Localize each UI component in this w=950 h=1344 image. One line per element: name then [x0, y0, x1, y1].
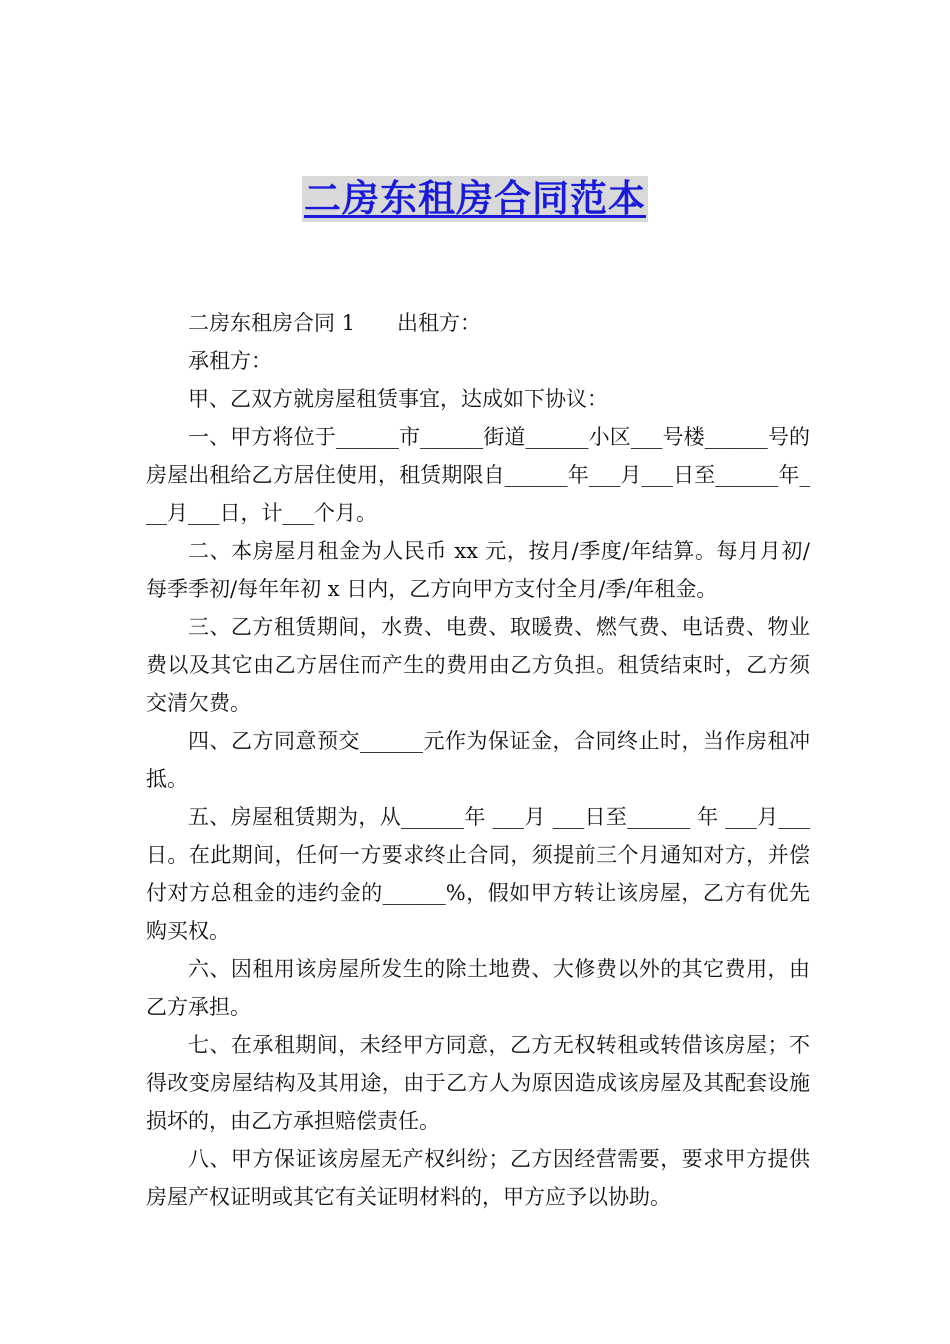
- paragraph-clause-2: 二、本房屋月租金为人民币 xx 元，按月/季度/年结算。每月月初/每季季初/每年年初 x 日内，乙方向甲方支付全月/季/年租金。: [146, 539, 810, 601]
- lessor-label: 出租方：: [397, 311, 482, 335]
- contract-label: 二房东租房合同 1: [188, 311, 356, 335]
- paragraph-clause-3: 三、乙方租赁期间，水费、电费、取暖费、燃气费、电话费、物业费以及其它由乙方居住而产生的费用由乙方负担。租赁结束时，乙方须交清欠费。: [146, 615, 810, 715]
- paragraph-clause-5: 五、房屋租赁期为，从______年 ___月 ___日至______ 年 ___月___日。在此期间，任何一方要求终止合同，须提前三个月通知对方，并偿付对方总租金的违约金的______%，假如甲方转让该房屋，乙方有优先购买权。: [146, 805, 810, 943]
- paragraph-agreement-intro: 甲、乙双方就房屋租赁事宜，达成如下协议：: [188, 387, 608, 411]
- paragraph-clause-8: 八、甲方保证该房屋无产权纠纷；乙方因经营需要，要求甲方提供房屋产权证明或其它有关证明材料的，甲方应予以协助。: [146, 1147, 810, 1209]
- title-container: [0, 176, 950, 222]
- paragraph-heading-line: [146, 304, 810, 342]
- paragraph-clause-1: 一、甲方将位于______市______街道______小区___号楼______号的房屋出租给乙方居住使用，租赁期限自______年___月___日至______年___月___日，计___个月。: [146, 425, 810, 525]
- paragraph-clause-4: 四、乙方同意预交______元作为保证金，合同终止时，当作房租冲抵。: [146, 729, 810, 791]
- paragraph-lessee: 承租方：: [188, 349, 272, 373]
- document-title: 二房东租房合同范本: [304, 177, 646, 220]
- document-body: [146, 304, 810, 1216]
- paragraph-clause-7: 七、在承租期间，未经甲方同意，乙方无权转租或转借该房屋；不得改变房屋结构及其用途，由于乙方人为原因造成该房屋及其配套设施损坏的，由乙方承担赔偿责任。: [146, 1033, 810, 1133]
- paragraph-clause-6: 六、因租用该房屋所发生的除土地费、大修费以外的其它费用，由乙方承担。: [146, 957, 810, 1019]
